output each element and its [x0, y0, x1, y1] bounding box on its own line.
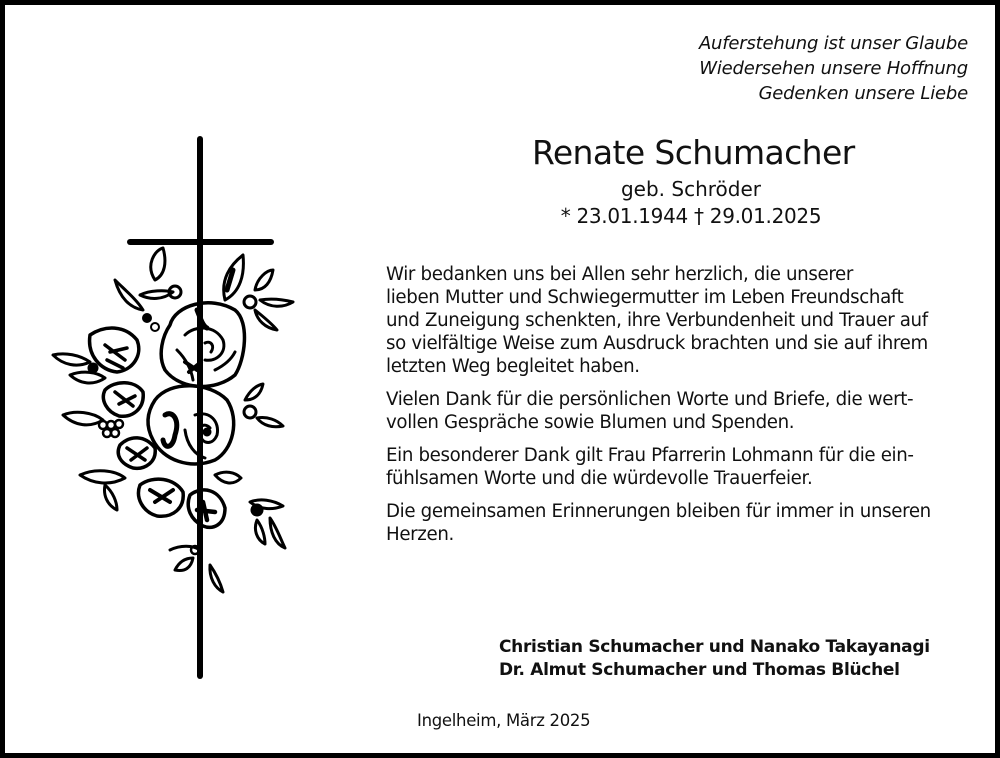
text-line: Vielen Dank für die persönlichen Worte und Briefe, die wert-	[386, 389, 914, 410]
place-date: Ingelheim, März 2025	[417, 711, 591, 730]
paragraph	[386, 263, 986, 378]
signatories	[499, 636, 930, 682]
text-line: Wir bedanken uns bei Allen sehr herzlich, die unserer	[386, 264, 854, 285]
text-line: Herzen.	[386, 524, 454, 545]
text-line: lieben Mutter und Schwiegermutter im Leben Freundschaft	[386, 287, 904, 308]
text-line: Die gemeinsamen Erinnerungen bleiben für immer in unseren	[386, 501, 931, 522]
life-dates: * 23.01.1944 † 29.01.2025	[560, 204, 822, 228]
signatory: Dr. Almut Schumacher und Thomas Blüchel	[499, 660, 900, 680]
text-line: so vielfältige Weise zum Ausdruck brachten und sie auf ihrem	[386, 333, 928, 354]
maiden-name: geb. Schröder	[620, 177, 762, 201]
text-line: und Zuneigung schenkten, ihre Verbundenheit und Trauer auf	[386, 310, 928, 331]
motto	[699, 31, 968, 106]
deceased-name: Renate Schumacher	[532, 133, 855, 172]
text-line: vollen Gespräche sowie Blumen und Spenden.	[386, 412, 795, 433]
paragraph	[386, 500, 986, 546]
thank-you-text	[386, 263, 986, 556]
text-line: Ein besonderer Dank gilt Frau Pfarrerin Lohmann für die ein-	[386, 445, 914, 466]
motto-line: Gedenken unsere Liebe	[758, 83, 968, 104]
motto-line: Auferstehung ist unser Glaube	[698, 33, 968, 54]
text-line: fühlsamen Worte und die würdevolle Trauerfeier.	[386, 468, 813, 489]
paragraph	[386, 444, 986, 490]
paragraph	[386, 388, 986, 434]
text-line: letzten Weg begleitet haben.	[386, 356, 640, 377]
motto-line: Wiedersehen unsere Hoffnung	[699, 58, 968, 79]
signatory: Christian Schumacher und Nanako Takayanagi	[499, 637, 930, 657]
